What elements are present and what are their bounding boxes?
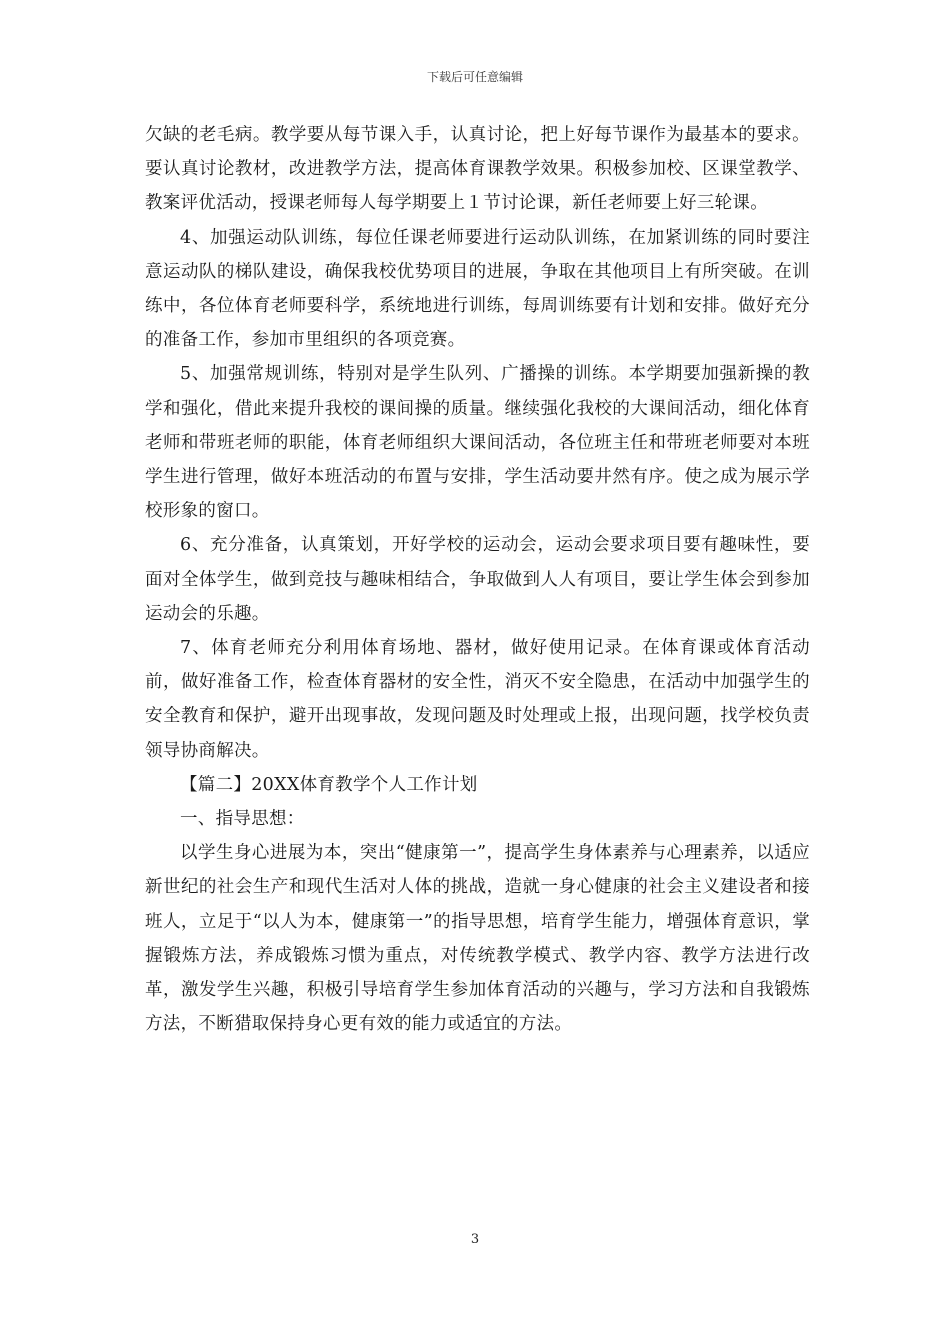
paragraph-item-7: 7、体育老师充分利用体育场地、器材，做好使用记录。在体育课或体育活动前，做好准备工作，检查体育器材的安全性，消灭不安全隐患，在活动中加强学生的安全教育和保护，避开出现事故，发现问题及时处理或上报，出现问题，找学校负责领导协商解决。 xyxy=(145,638,810,761)
paragraph-item-4: 4、加强运动队训练，每位任课老师要进行运动队训练，在加紧训练的同时要注意运动队的梯队建设，确保我校优势项目的进展，争取在其他项目上有所突破。在训练中，各位体育老师要科学，系统地进行训练，每周训练要有计划和安排。做好充分的准备工作，参加市里组织的各项竞赛。 xyxy=(145,227,810,351)
paragraph-item-6: 6、充分准备，认真策划，开好学校的运动会，运动会要求项目要有趣味性，要面对全体学生，做到竞技与趣味相结合，争取做到人人有项目，要让学生体会到参加运动会的乐趣。 xyxy=(145,535,810,624)
page-number: 3 xyxy=(470,1232,480,1247)
paragraph-item-5: 5、加强常规训练，特别对是学生队列、广播操的训练。本学期要加强新操的教学和强化，借此来提升我校的课间操的质量。继续强化我校的大课间活动，细化体育老师和带班老师的职能，体育老师组织大课间活动，各位班主任和带班老师要对本班学生进行管理，做好本班活动的布置与安排，学生活动要井然有序。使之成为展示学校形象的窗口。 xyxy=(145,364,810,522)
paragraph-guiding-ideology: 以学生身心进展为本，突出“健康第一”，提高学生身体素养与心理素养，以适应新世纪的社会生产和现代生活对人体的挑战，造就一身心健康的社会主义建设者和接班人，立足于“以人为本，健康第一”的指导思想，培育学生能力，增强体育意识，掌握锻炼方法，养成锻炼习惯为重点，对传统教学模式、教学内容、教学方法进行改革，激发学生兴趣，积极引导培育学生参加体育活动的兴趣与，学习方法和自我锻炼方法，不断猎取保持身心更有效的能力或适宜的方法。 xyxy=(145,843,810,1035)
section-heading: 【篇二】20XX体育教学个人工作计划 xyxy=(180,774,478,795)
page-header: 下载后可任意编辑 xyxy=(426,70,523,84)
subsection-heading: 一、指导思想： xyxy=(180,809,305,830)
paragraph-continuation: 欠缺的老毛病。教学要从每节课入手，认真讨论，把上好每节课作为最基本的要求。要认真讨论教材，改进教学方法，提高体育课教学效果。积极参加校、区课堂教学、教案评优活动，授课老师每人每学期要上１节讨论课，新任老师要上好三轮课。 xyxy=(145,125,810,214)
document-body xyxy=(145,118,810,1041)
